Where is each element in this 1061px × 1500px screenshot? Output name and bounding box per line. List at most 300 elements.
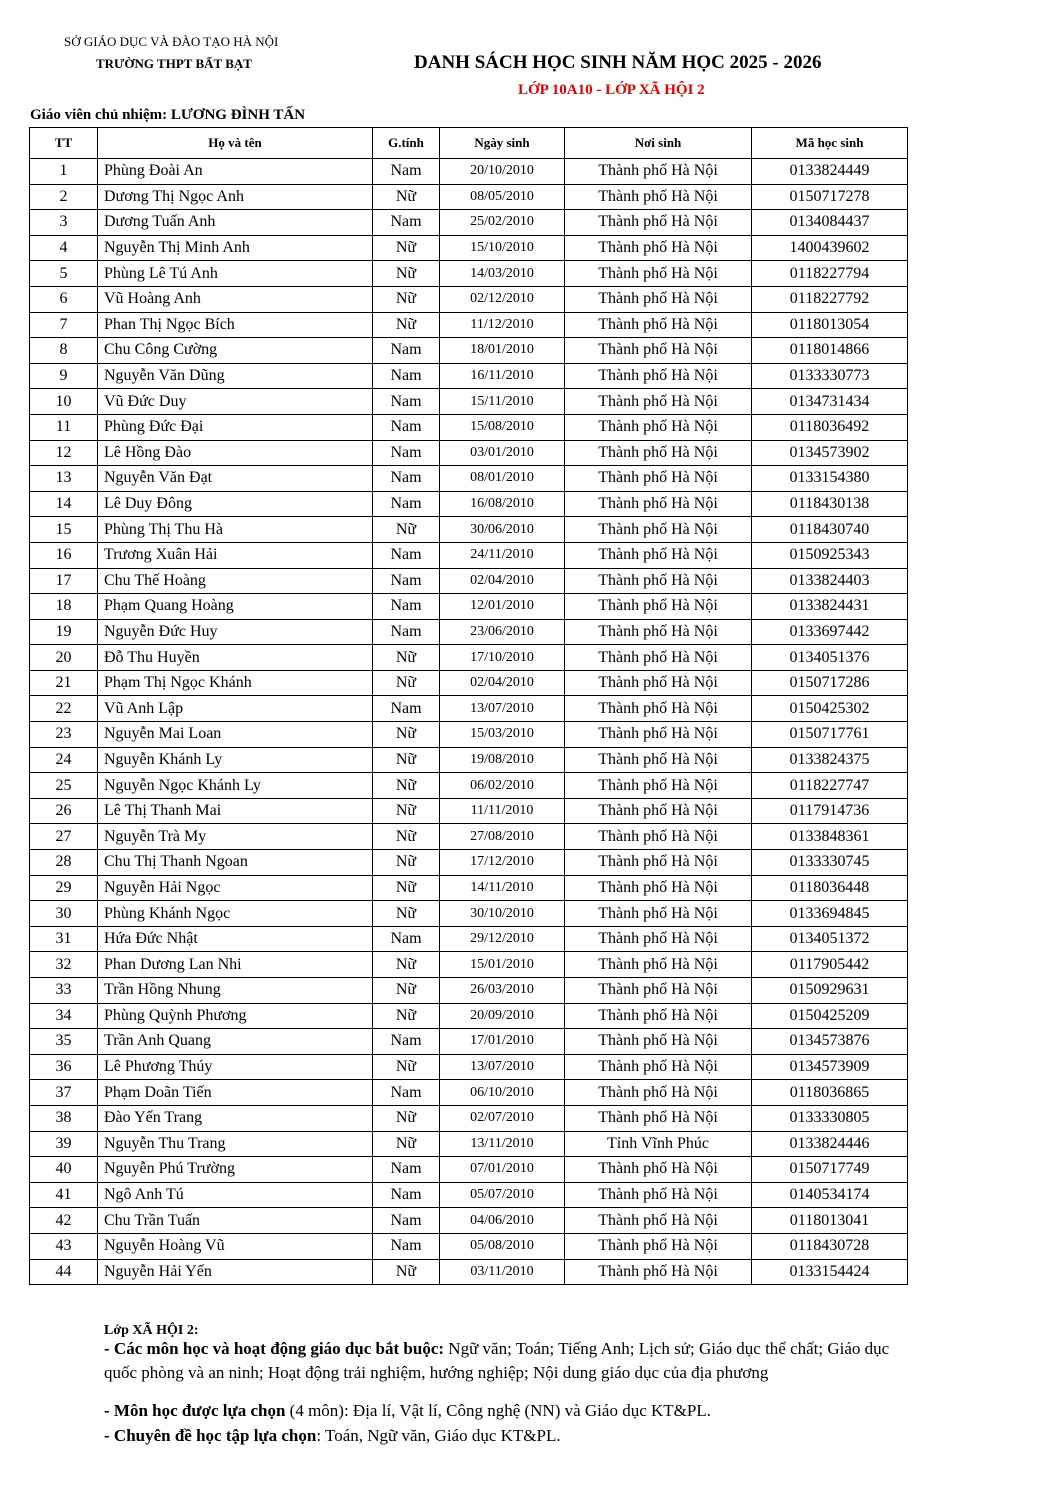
table-row: [30, 261, 908, 287]
cell-gender: Nam: [373, 1080, 440, 1106]
cell-student-id: 0150717761: [752, 722, 908, 748]
cell-gender: Nữ: [373, 261, 440, 287]
table-row: [30, 1233, 908, 1259]
table-row: [30, 901, 908, 927]
cell-birthplace: Thành phố Hà Nội: [565, 1208, 752, 1234]
cell-dob: 08/01/2010: [440, 466, 565, 492]
cell-student-id: 0150717749: [752, 1157, 908, 1183]
cell-student-id: 0117905442: [752, 952, 908, 978]
cell-tt: 12: [30, 440, 98, 466]
table-row: [30, 286, 908, 312]
homeroom-teacher: Giáo viên chủ nhiệm: LƯƠNG ĐÌNH TẤN: [30, 107, 306, 123]
cell-dob: 19/08/2010: [440, 747, 565, 773]
cell-dob: 17/01/2010: [440, 1029, 565, 1055]
cell-dob: 20/10/2010: [440, 159, 565, 185]
cell-birthplace: Thành phố Hà Nội: [565, 875, 752, 901]
cell-student-id: 0133330773: [752, 363, 908, 389]
cell-tt: 20: [30, 645, 98, 671]
cell-student-id: 0133824375: [752, 747, 908, 773]
cell-student-id: 0117914736: [752, 798, 908, 824]
table-row: [30, 159, 908, 185]
cell-gender: Nữ: [373, 1105, 440, 1131]
table-row: [30, 312, 908, 338]
cell-name: Phùng Lê Tú Anh: [98, 261, 373, 287]
table-row: [30, 926, 908, 952]
cell-dob: 25/02/2010: [440, 210, 565, 236]
cell-gender: Nam: [373, 210, 440, 236]
cell-birthplace: Thành phố Hà Nội: [565, 440, 752, 466]
cell-tt: 6: [30, 286, 98, 312]
cell-birthplace: Thành phố Hà Nội: [565, 1003, 752, 1029]
cell-tt: 10: [30, 389, 98, 415]
table-row: [30, 338, 908, 364]
cell-name: Trần Hồng Nhung: [98, 978, 373, 1004]
cell-student-id: 0118430138: [752, 491, 908, 517]
cell-gender: Nữ: [373, 1259, 440, 1285]
cell-student-id: 0118227794: [752, 261, 908, 287]
cell-name: Nguyễn Phú Trường: [98, 1157, 373, 1183]
table-row: [30, 747, 908, 773]
cell-student-id: 0133154380: [752, 466, 908, 492]
col-header-birthplace: Nơi sinh: [565, 128, 752, 159]
cell-birthplace: Thành phố Hà Nội: [565, 466, 752, 492]
cell-dob: 15/03/2010: [440, 722, 565, 748]
cell-birthplace: Thành phố Hà Nội: [565, 645, 752, 671]
cell-gender: Nam: [373, 926, 440, 952]
cell-tt: 43: [30, 1233, 98, 1259]
optional-subjects-label: - Môn học được lựa chọn: [104, 1401, 286, 1420]
cell-tt: 40: [30, 1157, 98, 1183]
cell-tt: 38: [30, 1105, 98, 1131]
cell-name: Chu Trần Tuấn: [98, 1208, 373, 1234]
cell-tt: 39: [30, 1131, 98, 1157]
cell-gender: Nam: [373, 1233, 440, 1259]
cell-student-id: 0133848361: [752, 824, 908, 850]
cell-birthplace: Thành phố Hà Nội: [565, 1157, 752, 1183]
cell-name: Đỗ Thu Huyền: [98, 645, 373, 671]
cell-student-id: 0134731434: [752, 389, 908, 415]
table-row: [30, 440, 908, 466]
cell-student-id: 0134573876: [752, 1029, 908, 1055]
cell-tt: 7: [30, 312, 98, 338]
cell-tt: 42: [30, 1208, 98, 1234]
cell-gender: Nữ: [373, 978, 440, 1004]
cell-name: Chu Thế Hoàng: [98, 568, 373, 594]
cell-name: Phùng Thị Thu Hà: [98, 517, 373, 543]
cell-tt: 16: [30, 542, 98, 568]
cell-birthplace: Thành phố Hà Nội: [565, 850, 752, 876]
cell-birthplace: Thành phố Hà Nội: [565, 568, 752, 594]
cell-dob: 12/01/2010: [440, 594, 565, 620]
table-row: [30, 875, 908, 901]
cell-tt: 3: [30, 210, 98, 236]
cell-birthplace: Thành phố Hà Nội: [565, 594, 752, 620]
cell-birthplace: Thành phố Hà Nội: [565, 901, 752, 927]
cell-dob: 03/01/2010: [440, 440, 565, 466]
cell-name: Lê Thị Thanh Mai: [98, 798, 373, 824]
cell-tt: 21: [30, 670, 98, 696]
cell-tt: 23: [30, 722, 98, 748]
table-row: [30, 978, 908, 1004]
cell-name: Nguyễn Hải Yến: [98, 1259, 373, 1285]
cell-name: Phùng Đức Đại: [98, 414, 373, 440]
table-row: [30, 773, 908, 799]
cell-gender: Nam: [373, 1182, 440, 1208]
cell-gender: Nữ: [373, 747, 440, 773]
cell-name: Dương Thị Ngọc Anh: [98, 184, 373, 210]
cell-birthplace: Thành phố Hà Nội: [565, 210, 752, 236]
cell-dob: 17/12/2010: [440, 850, 565, 876]
table-row: [30, 670, 908, 696]
cell-student-id: 0133694845: [752, 901, 908, 927]
class-subtitle: LỚP 10A10 - LỚP XÃ HỘI 2: [518, 82, 705, 98]
cell-birthplace: Thành phố Hà Nội: [565, 1029, 752, 1055]
cell-dob: 29/12/2010: [440, 926, 565, 952]
cell-name: Nguyễn Khánh Ly: [98, 747, 373, 773]
cell-birthplace: Thành phố Hà Nội: [565, 235, 752, 261]
cell-name: Phạm Thị Ngọc Khánh: [98, 670, 373, 696]
cell-gender: Nữ: [373, 286, 440, 312]
cell-name: Lê Phương Thúy: [98, 1054, 373, 1080]
cell-dob: 24/11/2010: [440, 542, 565, 568]
cell-student-id: 0118036448: [752, 875, 908, 901]
cell-birthplace: Thành phố Hà Nội: [565, 926, 752, 952]
cell-name: Nguyễn Thị Minh Anh: [98, 235, 373, 261]
cell-student-id: 0150425209: [752, 1003, 908, 1029]
cell-name: Vũ Anh Lập: [98, 696, 373, 722]
cell-gender: Nam: [373, 594, 440, 620]
cell-name: Phan Thị Ngọc Bích: [98, 312, 373, 338]
cell-gender: Nam: [373, 466, 440, 492]
cell-gender: Nữ: [373, 722, 440, 748]
cell-birthplace: Thành phố Hà Nội: [565, 1182, 752, 1208]
cell-dob: 03/11/2010: [440, 1259, 565, 1285]
table-row: [30, 363, 908, 389]
cell-tt: 29: [30, 875, 98, 901]
cell-tt: 36: [30, 1054, 98, 1080]
cell-name: Nguyễn Trà My: [98, 824, 373, 850]
cell-gender: Nữ: [373, 824, 440, 850]
cell-name: Nguyễn Hoàng Vũ: [98, 1233, 373, 1259]
table-row: [30, 722, 908, 748]
cell-tt: 35: [30, 1029, 98, 1055]
required-subjects-text: Ngữ văn; Toán; Tiếng Anh; Lịch sử; Giáo dục thể chất; Giáo dục quốc phòng và an ninh; Hoạt động trải nghiệm, hướng nghiệp; Nội dung giáo dục của địa phương: [104, 1339, 890, 1382]
cell-name: Trương Xuân Hải: [98, 542, 373, 568]
cell-tt: 14: [30, 491, 98, 517]
cell-gender: Nam: [373, 619, 440, 645]
cell-dob: 04/06/2010: [440, 1208, 565, 1234]
cell-dob: 15/08/2010: [440, 414, 565, 440]
cell-tt: 8: [30, 338, 98, 364]
cell-name: Vũ Đức Duy: [98, 389, 373, 415]
cell-gender: Nữ: [373, 901, 440, 927]
cell-dob: 27/08/2010: [440, 824, 565, 850]
cell-birthplace: Thành phố Hà Nội: [565, 722, 752, 748]
cell-gender: Nam: [373, 440, 440, 466]
table-row: [30, 952, 908, 978]
cell-gender: Nam: [373, 1157, 440, 1183]
table-row: [30, 184, 908, 210]
col-header-student-id: Mã học sinh: [752, 128, 908, 159]
cell-name: Phùng Quỳnh Phương: [98, 1003, 373, 1029]
cell-dob: 13/11/2010: [440, 1131, 565, 1157]
cell-gender: Nữ: [373, 1003, 440, 1029]
cell-student-id: 0134573909: [752, 1054, 908, 1080]
cell-gender: Nữ: [373, 850, 440, 876]
cell-gender: Nữ: [373, 1131, 440, 1157]
table-row: [30, 1080, 908, 1106]
cell-birthplace: Thành phố Hà Nội: [565, 517, 752, 543]
cell-gender: Nữ: [373, 645, 440, 671]
cell-student-id: 0118430728: [752, 1233, 908, 1259]
elective-topics-text: : Toán, Ngữ văn, Giáo dục KT&PL.: [316, 1426, 561, 1445]
cell-dob: 02/12/2010: [440, 286, 565, 312]
cell-birthplace: Thành phố Hà Nội: [565, 824, 752, 850]
cell-student-id: 0150425302: [752, 696, 908, 722]
cell-birthplace: Thành phố Hà Nội: [565, 414, 752, 440]
cell-dob: 14/11/2010: [440, 875, 565, 901]
cell-dob: 06/10/2010: [440, 1080, 565, 1106]
table-body: [30, 159, 908, 1285]
optional-subjects: [104, 1401, 711, 1421]
cell-student-id: 0118227792: [752, 286, 908, 312]
cell-student-id: 0118013054: [752, 312, 908, 338]
table-row: [30, 1054, 908, 1080]
cell-birthplace: Thành phố Hà Nội: [565, 798, 752, 824]
cell-birthplace: Thành phố Hà Nội: [565, 312, 752, 338]
cell-tt: 37: [30, 1080, 98, 1106]
cell-dob: 16/08/2010: [440, 491, 565, 517]
cell-tt: 33: [30, 978, 98, 1004]
cell-name: Nguyễn Văn Dũng: [98, 363, 373, 389]
cell-tt: 11: [30, 414, 98, 440]
cell-dob: 23/06/2010: [440, 619, 565, 645]
cell-name: Trần Anh Quang: [98, 1029, 373, 1055]
cell-birthplace: Thành phố Hà Nội: [565, 952, 752, 978]
table-row: [30, 389, 908, 415]
cell-dob: 15/10/2010: [440, 235, 565, 261]
col-header-gender: G.tính: [373, 128, 440, 159]
cell-dob: 14/03/2010: [440, 261, 565, 287]
cell-student-id: 0134051376: [752, 645, 908, 671]
cell-student-id: 0150717286: [752, 670, 908, 696]
cell-birthplace: Thành phố Hà Nội: [565, 542, 752, 568]
cell-student-id: 0150929631: [752, 978, 908, 1004]
cell-gender: Nam: [373, 414, 440, 440]
cell-student-id: 0133824403: [752, 568, 908, 594]
department-name: SỞ GIÁO DỤC VÀ ĐÀO TẠO HÀ NỘI: [64, 34, 279, 49]
cell-birthplace: Thành phố Hà Nội: [565, 619, 752, 645]
cell-name: Phạm Doãn Tiến: [98, 1080, 373, 1106]
cell-tt: 31: [30, 926, 98, 952]
cell-student-id: 0133697442: [752, 619, 908, 645]
cell-name: Nguyễn Thu Trang: [98, 1131, 373, 1157]
cell-tt: 25: [30, 773, 98, 799]
cell-dob: 17/10/2010: [440, 645, 565, 671]
table-row: [30, 235, 908, 261]
cell-tt: 18: [30, 594, 98, 620]
table-row: [30, 594, 908, 620]
cell-birthplace: Thành phố Hà Nội: [565, 1105, 752, 1131]
cell-birthplace: Thành phố Hà Nội: [565, 1080, 752, 1106]
table-row: [30, 619, 908, 645]
cell-gender: Nam: [373, 159, 440, 185]
cell-birthplace: Tỉnh Vĩnh Phúc: [565, 1131, 752, 1157]
cell-gender: Nữ: [373, 235, 440, 261]
student-table: [29, 127, 908, 1285]
cell-name: Phan Dương Lan Nhi: [98, 952, 373, 978]
cell-name: Nguyễn Ngọc Khánh Ly: [98, 773, 373, 799]
table-row: [30, 824, 908, 850]
cell-student-id: 0118036492: [752, 414, 908, 440]
table-row: [30, 414, 908, 440]
cell-birthplace: Thành phố Hà Nội: [565, 1259, 752, 1285]
table-row: [30, 1131, 908, 1157]
cell-name: Nguyễn Văn Đạt: [98, 466, 373, 492]
cell-tt: 28: [30, 850, 98, 876]
cell-tt: 13: [30, 466, 98, 492]
cell-name: Phùng Đoài An: [98, 159, 373, 185]
cell-gender: Nam: [373, 542, 440, 568]
cell-student-id: 0134051372: [752, 926, 908, 952]
cell-tt: 26: [30, 798, 98, 824]
cell-tt: 22: [30, 696, 98, 722]
cell-tt: 32: [30, 952, 98, 978]
table-row: [30, 466, 908, 492]
cell-name: Chu Thị Thanh Ngoan: [98, 850, 373, 876]
cell-name: Lê Hồng Đào: [98, 440, 373, 466]
optional-subjects-text: (4 môn): Địa lí, Vật lí, Công nghệ (NN) và Giáo dục KT&PL.: [285, 1401, 711, 1420]
cell-gender: Nam: [373, 568, 440, 594]
cell-gender: Nam: [373, 696, 440, 722]
cell-tt: 2: [30, 184, 98, 210]
table-row: [30, 517, 908, 543]
cell-birthplace: Thành phố Hà Nội: [565, 1233, 752, 1259]
cell-gender: Nữ: [373, 875, 440, 901]
cell-student-id: 0134573902: [752, 440, 908, 466]
table-row: [30, 798, 908, 824]
cell-birthplace: Thành phố Hà Nội: [565, 159, 752, 185]
cell-dob: 30/10/2010: [440, 901, 565, 927]
cell-birthplace: Thành phố Hà Nội: [565, 286, 752, 312]
cell-dob: 06/02/2010: [440, 773, 565, 799]
cell-birthplace: Thành phố Hà Nội: [565, 363, 752, 389]
table-row: [30, 696, 908, 722]
cell-gender: Nữ: [373, 184, 440, 210]
cell-tt: 41: [30, 1182, 98, 1208]
cell-name: Nguyễn Đức Huy: [98, 619, 373, 645]
cell-gender: Nam: [373, 389, 440, 415]
cell-dob: 11/12/2010: [440, 312, 565, 338]
cell-student-id: 0150925343: [752, 542, 908, 568]
cell-dob: 05/08/2010: [440, 1233, 565, 1259]
table-row: [30, 491, 908, 517]
school-name: TRƯỜNG THPT BẤT BẠT: [96, 56, 252, 71]
cell-dob: 13/07/2010: [440, 1054, 565, 1080]
cell-student-id: 0133824431: [752, 594, 908, 620]
cell-dob: 20/09/2010: [440, 1003, 565, 1029]
cell-gender: Nữ: [373, 798, 440, 824]
cell-birthplace: Thành phố Hà Nội: [565, 978, 752, 1004]
cell-dob: 02/04/2010: [440, 568, 565, 594]
cell-student-id: 0118430740: [752, 517, 908, 543]
cell-name: Lê Duy Đông: [98, 491, 373, 517]
cell-tt: 24: [30, 747, 98, 773]
table-row: [30, 1003, 908, 1029]
cell-student-id: 0118013041: [752, 1208, 908, 1234]
cell-student-id: 0134084437: [752, 210, 908, 236]
cell-gender: Nữ: [373, 1054, 440, 1080]
cell-birthplace: Thành phố Hà Nội: [565, 696, 752, 722]
cell-gender: Nam: [373, 1029, 440, 1055]
cell-student-id: 0118036865: [752, 1080, 908, 1106]
cell-gender: Nữ: [373, 773, 440, 799]
cell-tt: 1: [30, 159, 98, 185]
cell-birthplace: Thành phố Hà Nội: [565, 670, 752, 696]
elective-topics: [104, 1426, 561, 1446]
cell-student-id: 0133330745: [752, 850, 908, 876]
cell-name: Nguyễn Hải Ngọc: [98, 875, 373, 901]
required-subjects-label: - Các môn học và hoạt động giáo dục bắt buộc:: [104, 1339, 445, 1358]
cell-dob: 11/11/2010: [440, 798, 565, 824]
cell-birthplace: Thành phố Hà Nội: [565, 184, 752, 210]
cell-tt: 4: [30, 235, 98, 261]
cell-gender: Nữ: [373, 312, 440, 338]
cell-student-id: 1400439602: [752, 235, 908, 261]
cell-dob: 30/06/2010: [440, 517, 565, 543]
table-row: [30, 1259, 908, 1285]
cell-student-id: 0133824446: [752, 1131, 908, 1157]
col-header-name: Họ và tên: [98, 128, 373, 159]
cell-name: Phạm Quang Hoàng: [98, 594, 373, 620]
cell-student-id: 0133154424: [752, 1259, 908, 1285]
cell-gender: Nam: [373, 491, 440, 517]
col-header-tt: TT: [30, 128, 98, 159]
class-group-label: Lớp XÃ HỘI 2:: [104, 1323, 199, 1338]
cell-birthplace: Thành phố Hà Nội: [565, 261, 752, 287]
cell-student-id: 0133330805: [752, 1105, 908, 1131]
cell-gender: Nam: [373, 338, 440, 364]
cell-tt: 5: [30, 261, 98, 287]
table-header-row: [30, 128, 908, 159]
cell-student-id: 0140534174: [752, 1182, 908, 1208]
cell-name: Vũ Hoàng Anh: [98, 286, 373, 312]
cell-birthplace: Thành phố Hà Nội: [565, 491, 752, 517]
table-row: [30, 1029, 908, 1055]
cell-dob: 07/01/2010: [440, 1157, 565, 1183]
cell-dob: 15/11/2010: [440, 389, 565, 415]
cell-dob: 02/07/2010: [440, 1105, 565, 1131]
cell-birthplace: Thành phố Hà Nội: [565, 747, 752, 773]
cell-dob: 02/04/2010: [440, 670, 565, 696]
cell-birthplace: Thành phố Hà Nội: [565, 1054, 752, 1080]
cell-gender: Nữ: [373, 952, 440, 978]
cell-birthplace: Thành phố Hà Nội: [565, 389, 752, 415]
table-row: [30, 1105, 908, 1131]
table-row: [30, 850, 908, 876]
cell-student-id: 0118227747: [752, 773, 908, 799]
cell-name: Hứa Đức Nhật: [98, 926, 373, 952]
cell-student-id: 0150717278: [752, 184, 908, 210]
table-row: [30, 210, 908, 236]
cell-dob: 13/07/2010: [440, 696, 565, 722]
table-row: [30, 1157, 908, 1183]
cell-tt: 15: [30, 517, 98, 543]
cell-dob: 15/01/2010: [440, 952, 565, 978]
cell-dob: 08/05/2010: [440, 184, 565, 210]
cell-dob: 16/11/2010: [440, 363, 565, 389]
cell-tt: 19: [30, 619, 98, 645]
